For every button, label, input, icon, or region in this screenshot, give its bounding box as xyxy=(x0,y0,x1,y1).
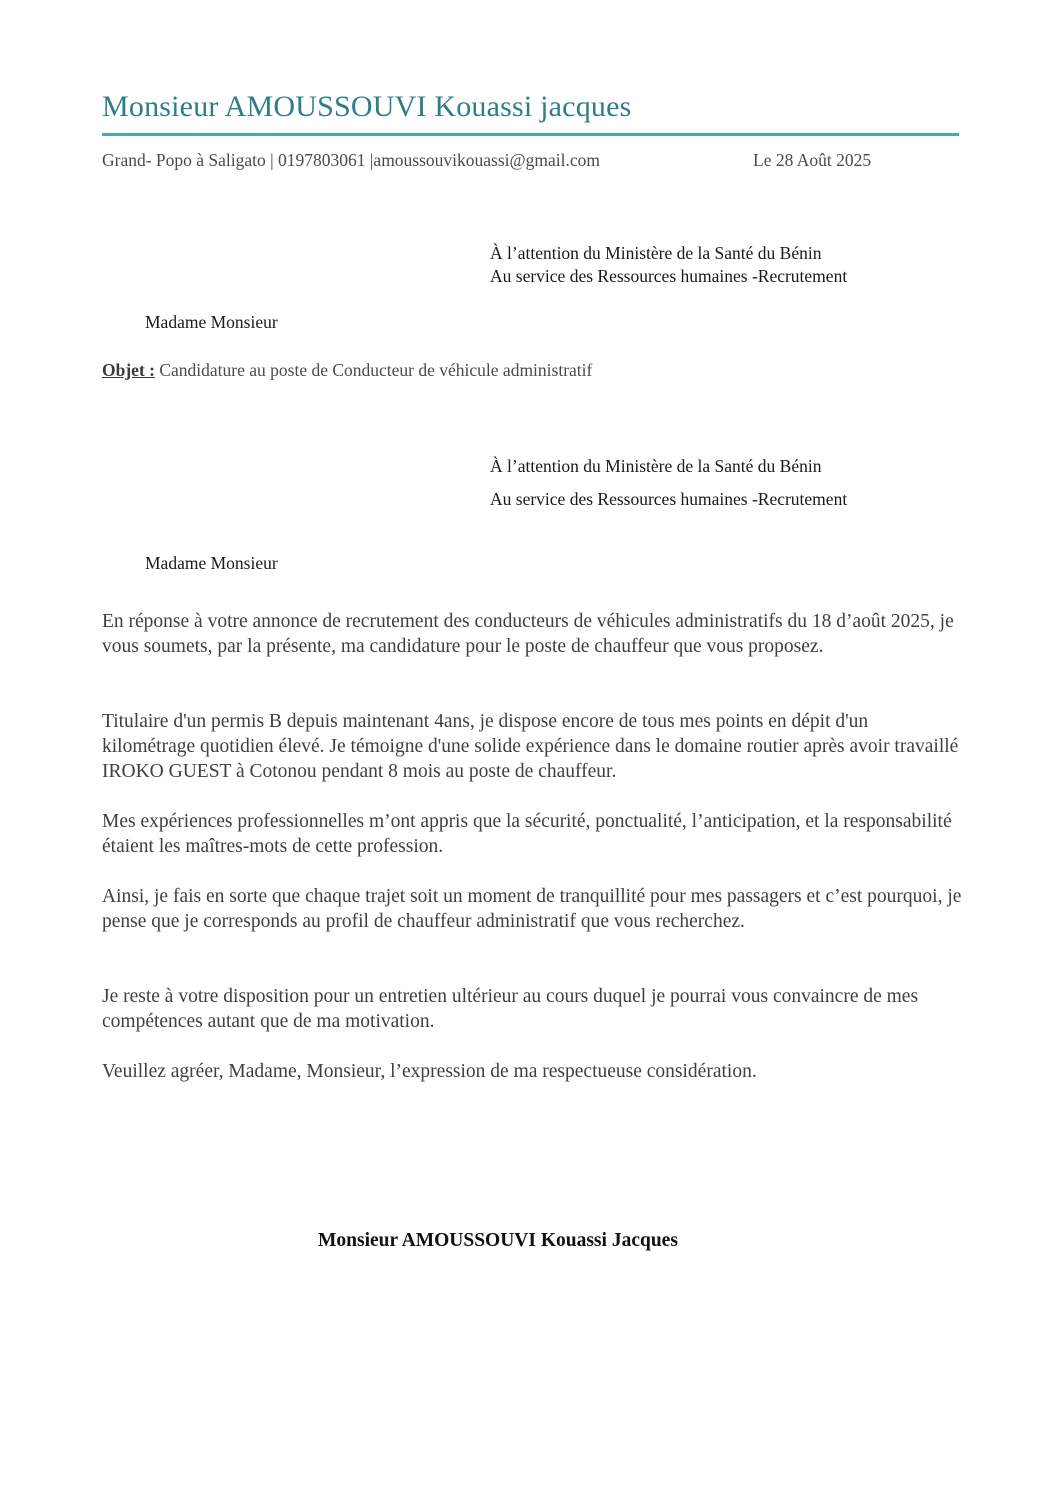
recipient-line-2: Au service des Ressources humaines -Recrutement xyxy=(490,266,848,286)
salutation: Madame Monsieur xyxy=(145,312,278,332)
letter-body-3 xyxy=(102,809,962,859)
sender-contact-info: Grand- Popo à Saligato | 0197803061 |amoussouvikouassi@gmail.com xyxy=(102,150,601,170)
header-divider xyxy=(102,133,959,136)
body-paragraph: Je reste à votre disposition pour un entretien ultérieur au cours duquel je pourrai vous convaincre de mes compétences autant que de ma motivation. xyxy=(102,986,919,1032)
salutation-repeat: Madame Monsieur xyxy=(145,553,278,573)
letter-date: Le 28 Août 2025 xyxy=(753,150,872,170)
letter-body xyxy=(102,609,962,659)
subject-line xyxy=(102,360,592,381)
letter-body-2 xyxy=(102,709,962,784)
recipient-line-1-repeat: À l’attention du Ministère de la Santé du Bénin xyxy=(490,456,822,476)
letter-body-6 xyxy=(102,1059,962,1084)
body-paragraph: Titulaire d'un permis B depuis maintenant 4ans, je dispose encore de tous mes points en dépit d'un kilométrage quotidien élevé. Je témoigne d'une solide expérience dans le domaine routier après avoir travaillé IROKO GUEST à Cotonou pendant 8 mois au poste de chauffeur. xyxy=(102,711,959,782)
closing-paragraph: Veuillez agréer, Madame, Monsieur, l’expression de ma respectueuse considération. xyxy=(102,1061,757,1082)
letter-body-4 xyxy=(102,884,962,934)
body-paragraph: En réponse à votre annonce de recrutement des conducteurs de véhicules administratifs du 18 d’août 2025, je vous soumets, par la présente, ma candidature pour le poste de chauffeur que vous proposez. xyxy=(102,611,954,657)
recipient-line-2-repeat: Au service des Ressources humaines -Recrutement xyxy=(490,489,848,509)
body-paragraph: Ainsi, je fais en sorte que chaque trajet soit un moment de tranquillité pour mes passagers et c’est pourquoi, je pense que je corresponds au profil de chauffeur administratif que vous recherchez. xyxy=(102,886,962,932)
recipient-line-1: À l’attention du Ministère de la Santé du Bénin xyxy=(490,243,822,263)
body-paragraph: Mes expériences professionnelles m’ont appris que la sécurité, ponctualité, l’anticipation, et la responsabilité étaient les maîtres-mots de cette profession. xyxy=(102,811,952,857)
sender-name-heading: Monsieur AMOUSSOUVI Kouassi jacques xyxy=(102,90,632,123)
subject-text: Candidature au poste de Conducteur de véhicule administratif xyxy=(154,360,593,380)
letter-body-5 xyxy=(102,984,962,1034)
subject-label: Objet : xyxy=(102,360,155,380)
signature: Monsieur AMOUSSOUVI Kouassi Jacques xyxy=(318,1230,678,1251)
